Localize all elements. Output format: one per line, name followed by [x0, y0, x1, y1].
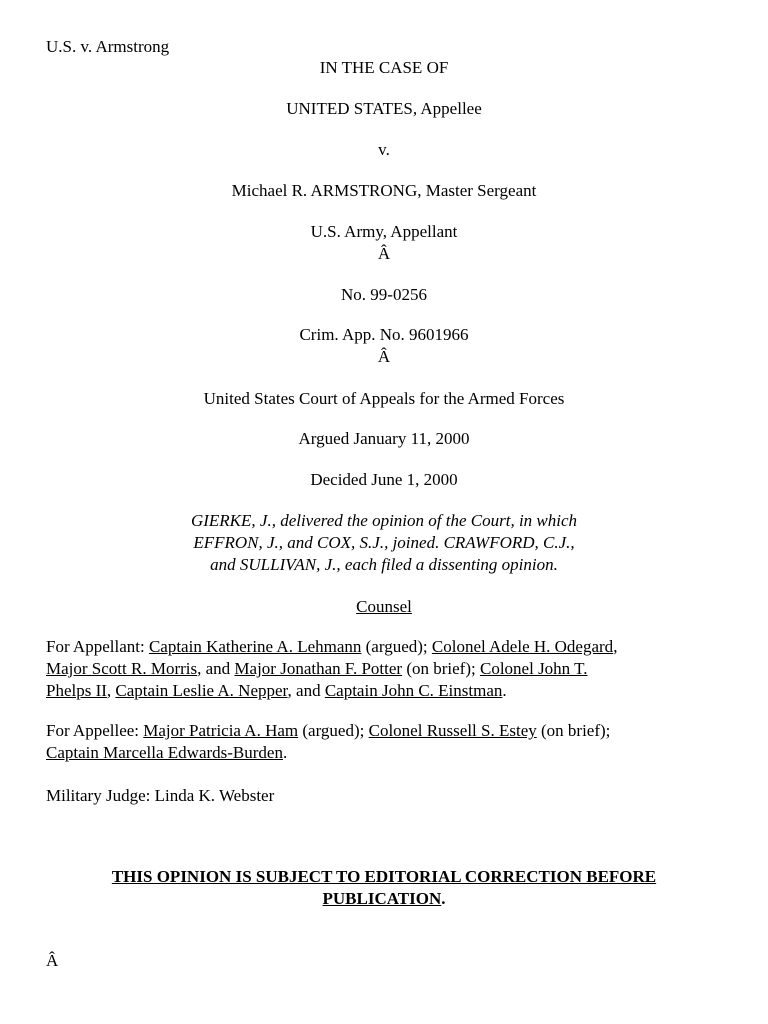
separator-text: (on brief); [536, 721, 611, 740]
counsel-link[interactable]: Captain John C. Einstman [324, 681, 503, 700]
separator-text: . [502, 681, 507, 700]
appellee-counsel [46, 720, 726, 764]
counsel-link[interactable]: Major Jonathan F. Potter [234, 659, 403, 678]
notice-period: . [441, 889, 446, 908]
editorial-notice [40, 866, 728, 910]
counsel-link[interactable]: Phelps II [46, 681, 107, 700]
counsel-link[interactable]: Major Patricia A. Ham [143, 721, 299, 740]
separator-text: . [282, 743, 288, 762]
appellee-prefix: For Appellee: [46, 721, 144, 740]
military-judge: Military Judge: Linda K. Webster [46, 786, 275, 805]
counsel-heading-link[interactable]: Counsel [356, 597, 412, 616]
notice-line: THIS OPINION IS SUBJECT TO EDITORIAL CORRECTION BEFORE [111, 867, 657, 886]
artifact-char: Â [377, 347, 391, 366]
separator-text: (argued); [361, 637, 432, 656]
appellant-prefix: For Appellant: [46, 637, 149, 656]
counsel-link[interactable]: Major Scott R. Morris [46, 659, 198, 678]
separator-text: (on brief); [402, 659, 480, 678]
artifact-char: Â [46, 951, 59, 970]
opinion-line: and SULLIVAN, J., each filed a dissenting opinion. [210, 555, 558, 574]
separator-text: , [613, 637, 618, 656]
counsel-link[interactable]: Colonel Adele H. Odegard [431, 637, 614, 656]
artifact-char: Â [377, 244, 391, 263]
short-title: U.S. v. Armstrong [46, 37, 170, 56]
appellant-counsel [46, 636, 726, 702]
counsel-link[interactable]: Colonel John T. [479, 659, 588, 678]
notice-line: PUBLICATION [322, 889, 442, 908]
court-name: United States Court of Appeals for the Armed Forces [203, 389, 565, 408]
case-number: No. 99-0256 [341, 285, 427, 304]
separator-text: , and [197, 659, 235, 678]
crim-app-number: Crim. App. No. 9601966 [299, 325, 469, 344]
separator-text: , [106, 681, 116, 700]
appellee-line: UNITED STATES, Appellee [286, 99, 482, 118]
versus-line: v. [378, 140, 390, 159]
opinion-line: GIERKE, J., delivered the opinion of the Court, in which [190, 511, 578, 530]
appellant-branch: U.S. Army, Appellant [310, 222, 458, 241]
appellant-name: Michael R. ARMSTRONG, Master Sergeant [231, 181, 537, 200]
separator-text: , and [287, 681, 325, 700]
argued-date: Argued January 11, 2000 [298, 429, 470, 448]
separator-text: (argued); [298, 721, 369, 740]
counsel-link[interactable]: Captain Katherine A. Lehmann [148, 637, 362, 656]
decided-date: Decided June 1, 2000 [310, 470, 458, 489]
counsel-heading [0, 596, 768, 618]
counsel-link[interactable]: Captain Marcella Edwards-Burden [46, 743, 283, 762]
opinion-line: EFFRON, J., and COX, S.J., joined. CRAWFORD, C.J., [193, 533, 575, 552]
case-heading: IN THE CASE OF [319, 58, 449, 77]
counsel-link[interactable]: Colonel Russell S. Estey [368, 721, 537, 740]
counsel-link[interactable]: Captain Leslie A. Nepper [115, 681, 288, 700]
